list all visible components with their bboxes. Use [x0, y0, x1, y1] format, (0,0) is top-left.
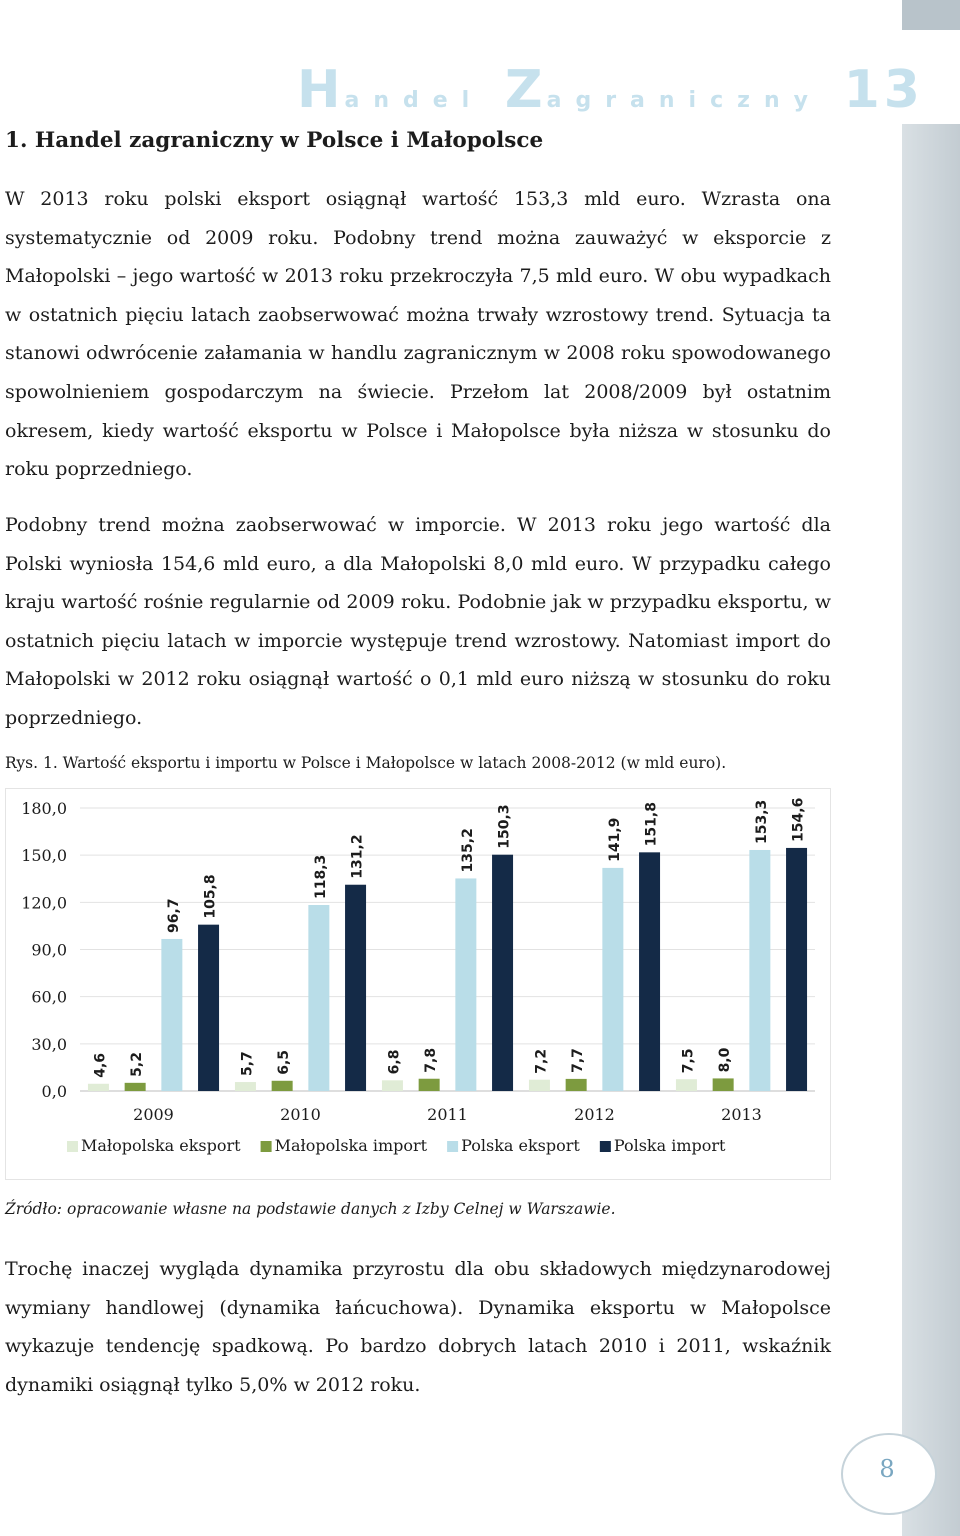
- source-note: Źródło: opracowanie własne na podstawie danych z Izby Celnej w Warszawie.: [5, 1200, 616, 1218]
- running-header-initial-2: Z: [504, 60, 547, 120]
- bar: [676, 1079, 697, 1091]
- legend-label: Małopolska eksport: [81, 1136, 241, 1155]
- data-label: 7,8: [423, 1047, 440, 1073]
- figure-caption: Rys. 1. Wartość eksportu i importu w Polsce i Małopolsce w latach 2008-2012 (w mld euro).: [5, 754, 727, 772]
- data-label: 118,3: [312, 854, 329, 900]
- y-tick-label: 150,0: [21, 846, 67, 866]
- data-label: 150,3: [496, 804, 513, 849]
- data-label: 96,7: [165, 898, 182, 933]
- bar: [88, 1084, 109, 1091]
- paragraph-2: Podobny trend można zaobserwować w imporcie. W 2013 roku jego wartość dla Polski wyniosła 154,6 mld euro, a dla Małopolski 8,0 mld euro. W przypadku całego kraju wartość rośnie regularnie od 2009 roku. Podobnie jak w przypadku eksportu, w ostatnich pięciu latach w imporcie występuje trend wzrostowy. Natomiast import do Małopolski w 2012 roku osiągnął wartość o 0,1 mld euro niższą w stosunku do roku poprzedniego.: [5, 514, 831, 729]
- bar: [382, 1080, 403, 1091]
- chart-container: [5, 788, 831, 1180]
- data-label: 141,9: [606, 817, 623, 862]
- data-label: 5,7: [239, 1051, 256, 1077]
- y-tick-label: 30,0: [31, 1034, 67, 1054]
- bar: [602, 868, 623, 1091]
- bar: [529, 1080, 550, 1091]
- bar: [308, 905, 329, 1091]
- bar: [198, 925, 219, 1091]
- bar: [492, 855, 513, 1091]
- bar: [125, 1083, 146, 1091]
- data-label: 105,8: [202, 874, 219, 919]
- data-label: 131,2: [349, 834, 366, 879]
- bar: [786, 848, 807, 1091]
- running-header-word-1: andel: [344, 88, 484, 113]
- x-tick-label: 2010: [280, 1105, 321, 1124]
- y-tick-label: 120,0: [21, 893, 67, 913]
- running-header: [297, 60, 924, 120]
- legend-swatch: [67, 1141, 78, 1152]
- legend-swatch: [600, 1141, 611, 1152]
- bar: [419, 1079, 440, 1091]
- running-header-word-2: agraniczny: [546, 88, 822, 113]
- data-label: 154,6: [790, 797, 807, 842]
- y-tick-label: 60,0: [31, 987, 67, 1007]
- data-label: 6,5: [276, 1049, 293, 1075]
- bar: [161, 939, 182, 1091]
- x-tick-label: 2013: [721, 1105, 762, 1124]
- bar: [272, 1081, 293, 1091]
- chart-frame: [6, 789, 831, 1180]
- side-decoration-main: [902, 124, 960, 1536]
- paragraph-3: Trochę inaczej wygląda dynamika przyrostu dla obu składowych międzynarodowej wymiany handlowej (dynamika łańcuchowa). Dynamika eksportu w Małopolsce wykazuje tendencję spadkową. Po bardzo dobrych latach 2010 i 2011, wskaźnik dynamiki osiągnął tylko 5,0% w 2012 roku.: [5, 1258, 831, 1396]
- bar: [713, 1078, 734, 1091]
- side-decoration-top: [902, 0, 960, 30]
- data-label: 4,6: [92, 1052, 109, 1078]
- data-label: 7,2: [533, 1048, 550, 1074]
- data-label: 135,2: [459, 828, 476, 873]
- data-label: 153,3: [753, 799, 770, 844]
- bar: [455, 878, 476, 1091]
- data-label: 7,5: [680, 1048, 697, 1074]
- data-label: 7,7: [570, 1048, 587, 1073]
- x-tick-label: 2011: [427, 1105, 468, 1124]
- bar-chart: [5, 788, 831, 1180]
- legend-label: Polska eksport: [461, 1136, 580, 1155]
- y-tick-label: 180,0: [21, 799, 67, 818]
- x-tick-label: 2012: [574, 1105, 615, 1124]
- data-label: 8,0: [717, 1047, 734, 1073]
- data-label: 151,8: [643, 802, 660, 847]
- legend-label: Polska import: [613, 1136, 726, 1155]
- y-tick-label: 90,0: [31, 940, 67, 960]
- legend-swatch: [447, 1141, 458, 1152]
- x-tick-label: 2009: [133, 1105, 174, 1124]
- data-label: 5,2: [129, 1052, 146, 1077]
- legend-label: Małopolska import: [274, 1136, 428, 1155]
- bar: [235, 1082, 256, 1091]
- page-number: 8: [879, 1455, 895, 1483]
- bar: [639, 852, 660, 1091]
- legend-swatch: [261, 1141, 272, 1152]
- paragraph-1: W 2013 roku polski eksport osiągnął wartość 153,3 mld euro. Wzrasta ona systematycznie od 2009 roku. Podobny trend można zauważyć w eksporcie z Małopolski – jego wartość w 2013 roku przekroczyła 7,5 mld euro. W obu wypadkach w ostatnich pięciu latach zaobserwować można trwały wzrostowy trend. Sytuacja ta stanowi odwrócenie załamania w handlu zagranicznym w 2008 roku spowodowanego spowolnieniem gospodarczym na świecie. Przełom lat 2008/2009 był ostatnim okresem, kiedy wartość eksportu w Polsce i Małopolsce była niższa w stosunku do roku poprzedniego.: [5, 188, 831, 481]
- running-header-year: 13: [843, 60, 924, 120]
- bar: [566, 1079, 587, 1091]
- bar: [749, 850, 770, 1091]
- y-tick-label: 0,0: [41, 1082, 67, 1101]
- bar: [345, 885, 366, 1091]
- running-header-initial-1: H: [296, 60, 345, 120]
- data-label: 6,8: [386, 1049, 403, 1075]
- section-title: 1. Handel zagraniczny w Polsce i Małopolsce: [5, 128, 544, 153]
